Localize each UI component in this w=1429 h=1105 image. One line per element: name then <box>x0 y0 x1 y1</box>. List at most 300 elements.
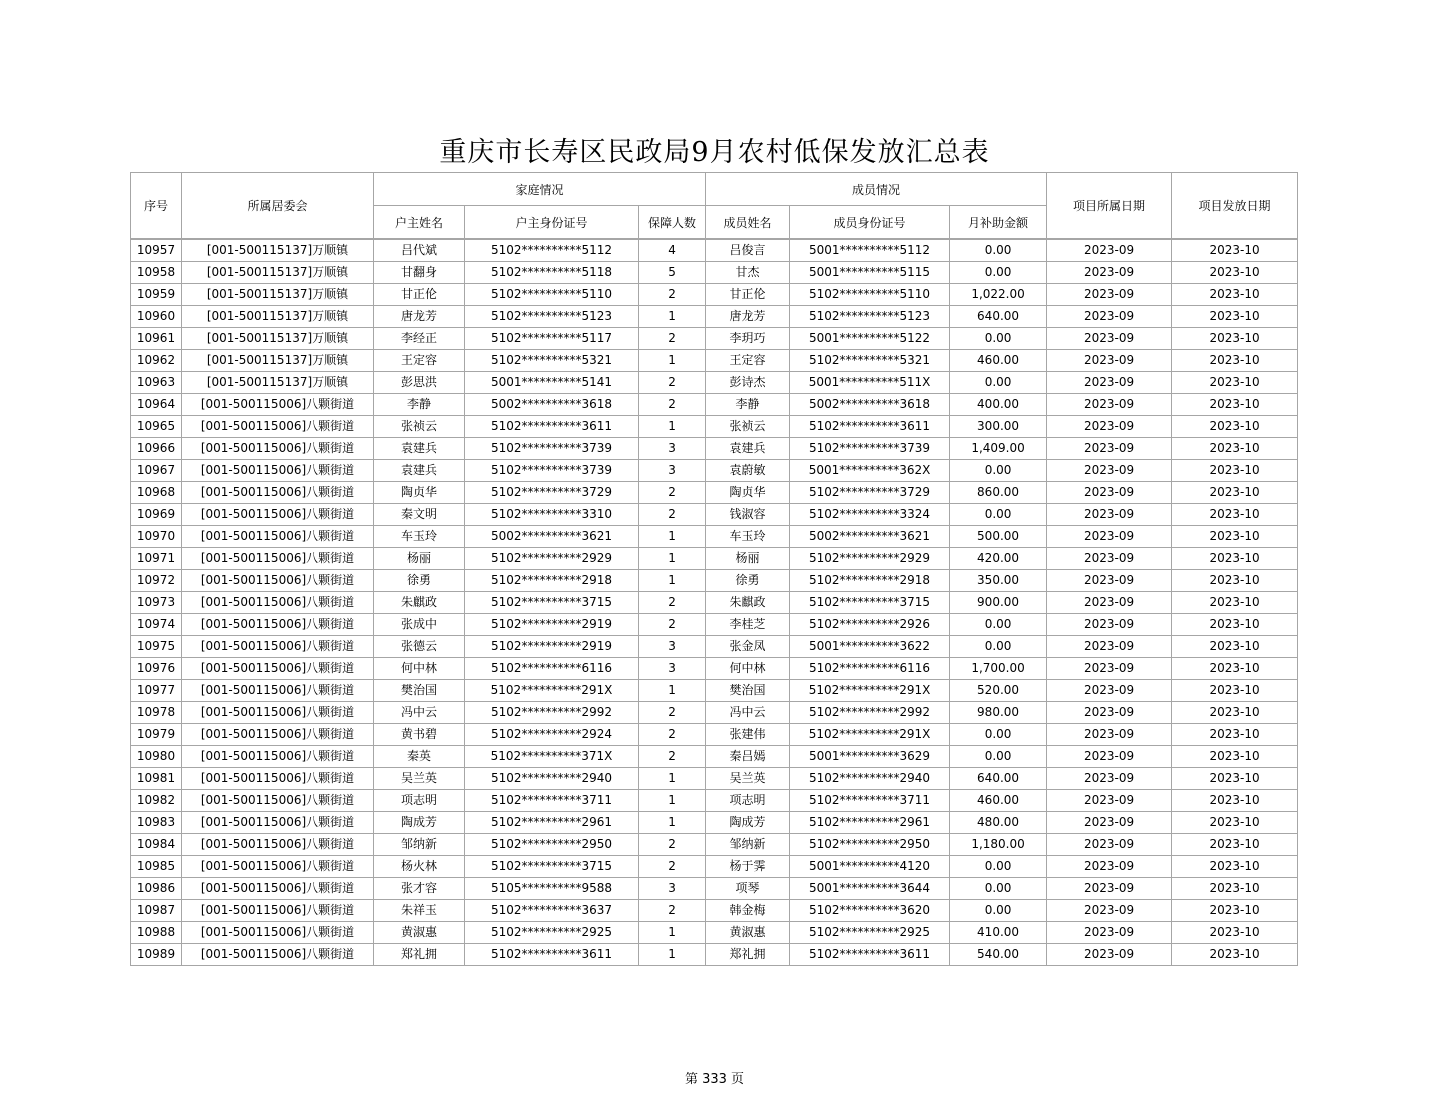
amount-cell: 0.00 <box>950 900 1047 922</box>
head-id-cell: 5102**********2929 <box>465 548 639 570</box>
head-id-cell: 5102**********5321 <box>465 350 639 372</box>
member-id-cell: 5001**********511X <box>790 372 950 394</box>
amount-cell: 0.00 <box>950 856 1047 878</box>
covered-cell: 2 <box>639 504 706 526</box>
head-name-cell: 陶贞华 <box>374 482 465 504</box>
head-id-cell: 5102**********2918 <box>465 570 639 592</box>
member-name-cell: 唐龙芳 <box>706 306 790 328</box>
committee-cell: [001-500115006]八颗街道 <box>182 548 374 570</box>
head-name-cell: 朱麒政 <box>374 592 465 614</box>
table-row <box>131 548 1298 570</box>
member-name-cell: 李桂芝 <box>706 614 790 636</box>
member-name-cell: 甘杰 <box>706 262 790 284</box>
table-row <box>131 790 1298 812</box>
member-id-cell: 5102**********3324 <box>790 504 950 526</box>
header-member-id: 成员身份证号 <box>790 206 950 240</box>
project-date-cell: 2023-09 <box>1047 570 1172 592</box>
release-date-cell: 2023-10 <box>1172 856 1298 878</box>
head-id-cell: 5102**********2919 <box>465 636 639 658</box>
committee-cell: [001-500115006]八颗街道 <box>182 636 374 658</box>
head-name-cell: 冯中云 <box>374 702 465 724</box>
covered-cell: 2 <box>639 284 706 306</box>
release-date-cell: 2023-10 <box>1172 239 1298 262</box>
member-id-cell: 5001**********3644 <box>790 878 950 900</box>
project-date-cell: 2023-09 <box>1047 768 1172 790</box>
committee-cell: [001-500115006]八颗街道 <box>182 394 374 416</box>
amount-cell: 0.00 <box>950 614 1047 636</box>
covered-cell: 3 <box>639 636 706 658</box>
committee-cell: [001-500115006]八颗街道 <box>182 482 374 504</box>
covered-cell: 3 <box>639 460 706 482</box>
seq-cell: 10975 <box>131 636 182 658</box>
member-id-cell: 5102**********3711 <box>790 790 950 812</box>
project-date-cell: 2023-09 <box>1047 548 1172 570</box>
member-id-cell: 5001**********5115 <box>790 262 950 284</box>
amount-cell: 900.00 <box>950 592 1047 614</box>
head-name-cell: 杨丽 <box>374 548 465 570</box>
member-name-cell: 张建伟 <box>706 724 790 746</box>
table-row <box>131 350 1298 372</box>
amount-cell: 0.00 <box>950 636 1047 658</box>
committee-cell: [001-500115137]万顺镇 <box>182 306 374 328</box>
table-row <box>131 636 1298 658</box>
header-head-name: 户主姓名 <box>374 206 465 240</box>
release-date-cell: 2023-10 <box>1172 944 1298 966</box>
head-name-cell: 甘翻身 <box>374 262 465 284</box>
head-name-cell: 邹纳新 <box>374 834 465 856</box>
table-row <box>131 592 1298 614</box>
member-name-cell: 杨丽 <box>706 548 790 570</box>
release-date-cell: 2023-10 <box>1172 922 1298 944</box>
head-name-cell: 黄书碧 <box>374 724 465 746</box>
member-id-cell: 5002**********3621 <box>790 526 950 548</box>
head-id-cell: 5001**********5141 <box>465 372 639 394</box>
table-row <box>131 856 1298 878</box>
project-date-cell: 2023-09 <box>1047 592 1172 614</box>
amount-cell: 860.00 <box>950 482 1047 504</box>
member-id-cell: 5102**********5321 <box>790 350 950 372</box>
member-name-cell: 李静 <box>706 394 790 416</box>
project-date-cell: 2023-09 <box>1047 944 1172 966</box>
table-row <box>131 460 1298 482</box>
committee-cell: [001-500115006]八颗街道 <box>182 768 374 790</box>
release-date-cell: 2023-10 <box>1172 328 1298 350</box>
seq-cell: 10974 <box>131 614 182 636</box>
project-date-cell: 2023-09 <box>1047 372 1172 394</box>
table-row <box>131 372 1298 394</box>
member-id-cell: 5001**********5122 <box>790 328 950 350</box>
head-id-cell: 5102**********5118 <box>465 262 639 284</box>
covered-cell: 2 <box>639 372 706 394</box>
seq-cell: 10962 <box>131 350 182 372</box>
member-id-cell: 5102**********2992 <box>790 702 950 724</box>
head-id-cell: 5102**********2924 <box>465 724 639 746</box>
covered-cell: 2 <box>639 900 706 922</box>
head-name-cell: 王定容 <box>374 350 465 372</box>
amount-cell: 1,409.00 <box>950 438 1047 460</box>
covered-cell: 1 <box>639 548 706 570</box>
table-row <box>131 239 1298 262</box>
seq-cell: 10957 <box>131 239 182 262</box>
release-date-cell: 2023-10 <box>1172 878 1298 900</box>
head-name-cell: 杨火林 <box>374 856 465 878</box>
head-name-cell: 唐龙芳 <box>374 306 465 328</box>
committee-cell: [001-500115006]八颗街道 <box>182 614 374 636</box>
project-date-cell: 2023-09 <box>1047 438 1172 460</box>
table-row <box>131 878 1298 900</box>
amount-cell: 640.00 <box>950 768 1047 790</box>
member-id-cell: 5102**********3715 <box>790 592 950 614</box>
head-id-cell: 5102**********5110 <box>465 284 639 306</box>
release-date-cell: 2023-10 <box>1172 416 1298 438</box>
member-name-cell: 吴兰英 <box>706 768 790 790</box>
member-name-cell: 袁建兵 <box>706 438 790 460</box>
committee-cell: [001-500115006]八颗街道 <box>182 702 374 724</box>
committee-cell: [001-500115006]八颗街道 <box>182 790 374 812</box>
release-date-cell: 2023-10 <box>1172 284 1298 306</box>
member-name-cell: 袁蔚敏 <box>706 460 790 482</box>
table-row <box>131 438 1298 460</box>
head-name-cell: 吕代斌 <box>374 239 465 262</box>
member-id-cell: 5001**********5112 <box>790 239 950 262</box>
seq-cell: 10973 <box>131 592 182 614</box>
header-head-id: 户主身份证号 <box>465 206 639 240</box>
amount-cell: 300.00 <box>950 416 1047 438</box>
seq-cell: 10977 <box>131 680 182 702</box>
member-name-cell: 车玉玲 <box>706 526 790 548</box>
table-row <box>131 922 1298 944</box>
release-date-cell: 2023-10 <box>1172 680 1298 702</box>
table-row <box>131 812 1298 834</box>
head-name-cell: 张德云 <box>374 636 465 658</box>
table-row <box>131 570 1298 592</box>
project-date-cell: 2023-09 <box>1047 922 1172 944</box>
member-name-cell: 王定容 <box>706 350 790 372</box>
table-row <box>131 944 1298 966</box>
covered-cell: 1 <box>639 812 706 834</box>
member-id-cell: 5001**********362X <box>790 460 950 482</box>
project-date-cell: 2023-09 <box>1047 526 1172 548</box>
committee-cell: [001-500115137]万顺镇 <box>182 284 374 306</box>
project-date-cell: 2023-09 <box>1047 306 1172 328</box>
project-date-cell: 2023-09 <box>1047 680 1172 702</box>
member-name-cell: 徐勇 <box>706 570 790 592</box>
table-row <box>131 746 1298 768</box>
member-name-cell: 韩金梅 <box>706 900 790 922</box>
seq-cell: 10985 <box>131 856 182 878</box>
committee-cell: [001-500115006]八颗街道 <box>182 922 374 944</box>
release-date-cell: 2023-10 <box>1172 482 1298 504</box>
member-name-cell: 郑礼拥 <box>706 944 790 966</box>
committee-cell: [001-500115006]八颗街道 <box>182 900 374 922</box>
member-id-cell: 5102**********2925 <box>790 922 950 944</box>
table-row <box>131 526 1298 548</box>
head-id-cell: 5102**********3310 <box>465 504 639 526</box>
table-row <box>131 306 1298 328</box>
allowance-table <box>130 172 1298 966</box>
release-date-cell: 2023-10 <box>1172 636 1298 658</box>
seq-cell: 10964 <box>131 394 182 416</box>
head-name-cell: 吴兰英 <box>374 768 465 790</box>
covered-cell: 3 <box>639 438 706 460</box>
committee-cell: [001-500115006]八颗街道 <box>182 416 374 438</box>
committee-cell: [001-500115137]万顺镇 <box>182 328 374 350</box>
amount-cell: 1,700.00 <box>950 658 1047 680</box>
amount-cell: 1,022.00 <box>950 284 1047 306</box>
header-monthly-amount: 月补助金额 <box>950 206 1047 240</box>
head-id-cell: 5002**********3621 <box>465 526 639 548</box>
covered-cell: 1 <box>639 922 706 944</box>
table-body <box>131 239 1298 966</box>
head-id-cell: 5102**********3611 <box>465 944 639 966</box>
committee-cell: [001-500115137]万顺镇 <box>182 239 374 262</box>
header-release-date: 项目发放日期 <box>1172 173 1298 240</box>
seq-cell: 10989 <box>131 944 182 966</box>
committee-cell: [001-500115006]八颗街道 <box>182 944 374 966</box>
head-id-cell: 5102**********3729 <box>465 482 639 504</box>
member-id-cell: 5102**********2929 <box>790 548 950 570</box>
release-date-cell: 2023-10 <box>1172 350 1298 372</box>
seq-cell: 10981 <box>131 768 182 790</box>
member-name-cell: 杨于霁 <box>706 856 790 878</box>
project-date-cell: 2023-09 <box>1047 790 1172 812</box>
page-title: 重庆市长寿区民政局9月农村低保发放汇总表 <box>439 137 990 168</box>
covered-cell: 2 <box>639 702 706 724</box>
project-date-cell: 2023-09 <box>1047 614 1172 636</box>
amount-cell: 640.00 <box>950 306 1047 328</box>
head-id-cell: 5102**********2992 <box>465 702 639 724</box>
member-name-cell: 张金凤 <box>706 636 790 658</box>
member-id-cell: 5102**********291X <box>790 724 950 746</box>
amount-cell: 0.00 <box>950 239 1047 262</box>
release-date-cell: 2023-10 <box>1172 834 1298 856</box>
amount-cell: 540.00 <box>950 944 1047 966</box>
member-id-cell: 5102**********3739 <box>790 438 950 460</box>
member-id-cell: 5102**********2961 <box>790 812 950 834</box>
member-name-cell: 项志明 <box>706 790 790 812</box>
member-id-cell: 5002**********3618 <box>790 394 950 416</box>
member-name-cell: 冯中云 <box>706 702 790 724</box>
member-name-cell: 陶贞华 <box>706 482 790 504</box>
covered-cell: 2 <box>639 394 706 416</box>
head-name-cell: 秦英 <box>374 746 465 768</box>
head-name-cell: 何中林 <box>374 658 465 680</box>
covered-cell: 2 <box>639 614 706 636</box>
header-covered: 保障人数 <box>639 206 706 240</box>
table-row <box>131 614 1298 636</box>
head-name-cell: 项志明 <box>374 790 465 812</box>
amount-cell: 480.00 <box>950 812 1047 834</box>
head-id-cell: 5002**********3618 <box>465 394 639 416</box>
committee-cell: [001-500115006]八颗街道 <box>182 658 374 680</box>
head-name-cell: 徐勇 <box>374 570 465 592</box>
member-id-cell: 5102**********2918 <box>790 570 950 592</box>
covered-cell: 3 <box>639 878 706 900</box>
release-date-cell: 2023-10 <box>1172 790 1298 812</box>
covered-cell: 1 <box>639 526 706 548</box>
amount-cell: 350.00 <box>950 570 1047 592</box>
project-date-cell: 2023-09 <box>1047 328 1172 350</box>
release-date-cell: 2023-10 <box>1172 702 1298 724</box>
amount-cell: 0.00 <box>950 372 1047 394</box>
seq-cell: 10982 <box>131 790 182 812</box>
amount-cell: 1,180.00 <box>950 834 1047 856</box>
seq-cell: 10986 <box>131 878 182 900</box>
project-date-cell: 2023-09 <box>1047 262 1172 284</box>
head-name-cell: 郑礼拥 <box>374 944 465 966</box>
member-name-cell: 陶成芳 <box>706 812 790 834</box>
release-date-cell: 2023-10 <box>1172 306 1298 328</box>
header-member-group: 成员情况 <box>706 173 1047 206</box>
member-id-cell: 5102**********291X <box>790 680 950 702</box>
release-date-cell: 2023-10 <box>1172 504 1298 526</box>
seq-cell: 10963 <box>131 372 182 394</box>
seq-cell: 10971 <box>131 548 182 570</box>
head-name-cell: 甘正伦 <box>374 284 465 306</box>
amount-cell: 0.00 <box>950 460 1047 482</box>
covered-cell: 1 <box>639 570 706 592</box>
seq-cell: 10984 <box>131 834 182 856</box>
project-date-cell: 2023-09 <box>1047 702 1172 724</box>
head-id-cell: 5102**********3611 <box>465 416 639 438</box>
member-id-cell: 5001**********4120 <box>790 856 950 878</box>
table-row <box>131 680 1298 702</box>
member-name-cell: 项琴 <box>706 878 790 900</box>
covered-cell: 1 <box>639 416 706 438</box>
covered-cell: 2 <box>639 482 706 504</box>
header-committee: 所属居委会 <box>182 173 374 240</box>
release-date-cell: 2023-10 <box>1172 394 1298 416</box>
release-date-cell: 2023-10 <box>1172 372 1298 394</box>
release-date-cell: 2023-10 <box>1172 262 1298 284</box>
seq-cell: 10967 <box>131 460 182 482</box>
head-name-cell: 车玉玲 <box>374 526 465 548</box>
covered-cell: 4 <box>639 239 706 262</box>
project-date-cell: 2023-09 <box>1047 878 1172 900</box>
head-name-cell: 张才容 <box>374 878 465 900</box>
head-id-cell: 5102**********3715 <box>465 856 639 878</box>
seq-cell: 10988 <box>131 922 182 944</box>
head-id-cell: 5102**********3715 <box>465 592 639 614</box>
page-number: 第 333 页 <box>684 1072 745 1087</box>
head-name-cell: 张成中 <box>374 614 465 636</box>
seq-cell: 10979 <box>131 724 182 746</box>
seq-cell: 10966 <box>131 438 182 460</box>
member-name-cell: 甘正伦 <box>706 284 790 306</box>
seq-cell: 10976 <box>131 658 182 680</box>
member-name-cell: 何中林 <box>706 658 790 680</box>
head-id-cell: 5102**********6116 <box>465 658 639 680</box>
covered-cell: 1 <box>639 944 706 966</box>
committee-cell: [001-500115006]八颗街道 <box>182 724 374 746</box>
project-date-cell: 2023-09 <box>1047 284 1172 306</box>
table-row <box>131 328 1298 350</box>
project-date-cell: 2023-09 <box>1047 350 1172 372</box>
head-name-cell: 张祯云 <box>374 416 465 438</box>
amount-cell: 0.00 <box>950 746 1047 768</box>
project-date-cell: 2023-09 <box>1047 834 1172 856</box>
head-name-cell: 秦文明 <box>374 504 465 526</box>
committee-cell: [001-500115006]八颗街道 <box>182 812 374 834</box>
member-id-cell: 5102**********3611 <box>790 416 950 438</box>
amount-cell: 0.00 <box>950 328 1047 350</box>
head-name-cell: 朱祥玉 <box>374 900 465 922</box>
committee-cell: [001-500115137]万顺镇 <box>182 350 374 372</box>
head-id-cell: 5102**********2950 <box>465 834 639 856</box>
table-row <box>131 416 1298 438</box>
head-name-cell: 袁建兵 <box>374 438 465 460</box>
amount-cell: 420.00 <box>950 548 1047 570</box>
table-header <box>131 173 1298 240</box>
table-row <box>131 284 1298 306</box>
head-id-cell: 5102**********3739 <box>465 438 639 460</box>
member-id-cell: 5102**********2950 <box>790 834 950 856</box>
head-name-cell: 陶成芳 <box>374 812 465 834</box>
covered-cell: 5 <box>639 262 706 284</box>
seq-cell: 10959 <box>131 284 182 306</box>
release-date-cell: 2023-10 <box>1172 768 1298 790</box>
committee-cell: [001-500115006]八颗街道 <box>182 570 374 592</box>
committee-cell: [001-500115006]八颗街道 <box>182 878 374 900</box>
head-name-cell: 黄淑惠 <box>374 922 465 944</box>
header-family-group: 家庭情况 <box>374 173 706 206</box>
table-row <box>131 658 1298 680</box>
release-date-cell: 2023-10 <box>1172 438 1298 460</box>
member-name-cell: 朱麒政 <box>706 592 790 614</box>
project-date-cell: 2023-09 <box>1047 460 1172 482</box>
amount-cell: 0.00 <box>950 504 1047 526</box>
member-id-cell: 5102**********3611 <box>790 944 950 966</box>
member-name-cell: 秦吕嫣 <box>706 746 790 768</box>
committee-cell: [001-500115137]万顺镇 <box>182 372 374 394</box>
member-name-cell: 彭诗杰 <box>706 372 790 394</box>
project-date-cell: 2023-09 <box>1047 812 1172 834</box>
covered-cell: 1 <box>639 680 706 702</box>
member-id-cell: 5102**********2926 <box>790 614 950 636</box>
amount-cell: 0.00 <box>950 878 1047 900</box>
member-id-cell: 5001**********3629 <box>790 746 950 768</box>
amount-cell: 0.00 <box>950 724 1047 746</box>
head-id-cell: 5102**********3739 <box>465 460 639 482</box>
covered-cell: 2 <box>639 328 706 350</box>
head-id-cell: 5102**********2961 <box>465 812 639 834</box>
project-date-cell: 2023-09 <box>1047 658 1172 680</box>
release-date-cell: 2023-10 <box>1172 900 1298 922</box>
member-name-cell: 邹纳新 <box>706 834 790 856</box>
committee-cell: [001-500115006]八颗街道 <box>182 504 374 526</box>
member-name-cell: 黄淑惠 <box>706 922 790 944</box>
member-id-cell: 5102**********5110 <box>790 284 950 306</box>
committee-cell: [001-500115006]八颗街道 <box>182 746 374 768</box>
project-date-cell: 2023-09 <box>1047 746 1172 768</box>
header-seq: 序号 <box>131 173 182 240</box>
project-date-cell: 2023-09 <box>1047 724 1172 746</box>
member-id-cell: 5102**********5123 <box>790 306 950 328</box>
project-date-cell: 2023-09 <box>1047 504 1172 526</box>
member-id-cell: 5102**********3620 <box>790 900 950 922</box>
project-date-cell: 2023-09 <box>1047 416 1172 438</box>
member-name-cell: 钱淑容 <box>706 504 790 526</box>
head-name-cell: 袁建兵 <box>374 460 465 482</box>
head-id-cell: 5102**********3711 <box>465 790 639 812</box>
head-id-cell: 5102**********2940 <box>465 768 639 790</box>
seq-cell: 10968 <box>131 482 182 504</box>
project-date-cell: 2023-09 <box>1047 482 1172 504</box>
table-row <box>131 834 1298 856</box>
member-id-cell: 5102**********3729 <box>790 482 950 504</box>
head-id-cell: 5102**********371X <box>465 746 639 768</box>
seq-cell: 10965 <box>131 416 182 438</box>
